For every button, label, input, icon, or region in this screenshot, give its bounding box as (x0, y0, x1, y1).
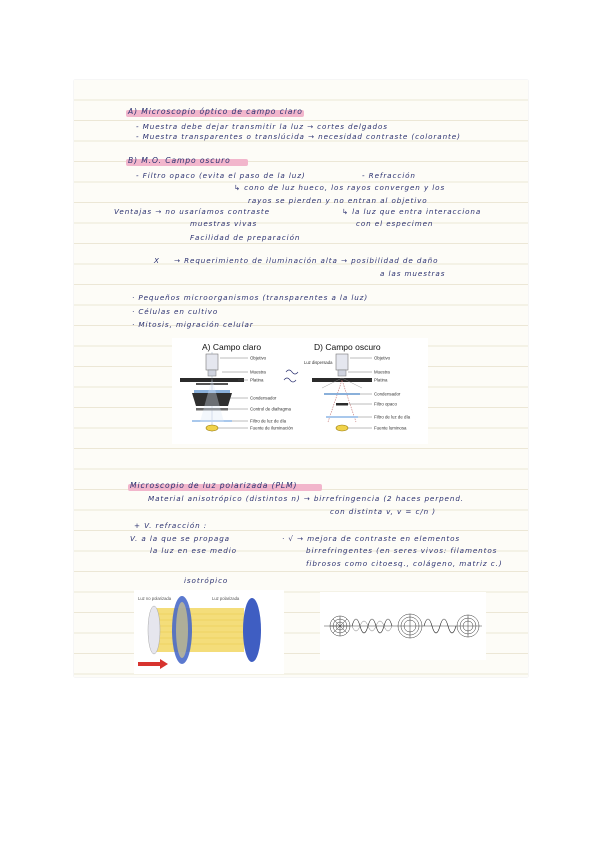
note-line: - Refracción (362, 171, 416, 180)
fig-left-label: Filtro de luz de día (250, 418, 287, 424)
fig-left-label: Condensador (250, 395, 277, 401)
fig-right-label: Filtro opaco (374, 401, 397, 407)
fig-left-label: Control de diafragma (250, 406, 292, 412)
fig-right-label: Fuente luminosa (374, 425, 407, 431)
note-line: ↳ la luz que entra interacciona (342, 207, 482, 216)
note-line: Ventajas → no usaríamos contraste (114, 207, 270, 216)
fig-left-label: Objetivo (250, 355, 267, 361)
bullet-item: · Pequeños microorganismos (transparentes a la luz) (132, 293, 369, 302)
note-line: a las muestras (380, 269, 446, 278)
note-line: Material anisotrópico (distintos n) → birrefringencia (2 haces perpend. (148, 494, 464, 503)
fig-left-label: Muestra (250, 369, 266, 375)
note-line: - Filtro opaco (evita el paso de la luz) (136, 171, 306, 180)
fig-left-title: A) Campo claro (202, 342, 262, 352)
note-line: con el especimen (356, 219, 434, 228)
fig-right-label: Filtro de luz de día (374, 414, 411, 420)
section-c-title: Microscopio de luz polarizada (PLM) (130, 481, 298, 490)
note-line: V. a la que se propaga (130, 534, 230, 543)
note-line: fibrosos como citoesq., colágeno, matriz c.) (306, 559, 503, 568)
note-line: rayos se pierden y no entran al objetivo (248, 196, 428, 205)
section-a-title: A) Microscopio óptico de campo claro (128, 107, 303, 116)
note-line: isotrópico (184, 576, 229, 585)
fig-left-label: Platina (250, 377, 264, 383)
note-line: - Muestra transparentes o translúcida → necesidad contraste (colorante) (136, 132, 461, 141)
note-line: con distinta v, v = c/n ) (330, 507, 436, 516)
fig-right-label: Muestra (374, 369, 390, 375)
note-line: muestras vivas (190, 219, 258, 228)
note-line: la luz en ese medio (150, 546, 237, 555)
notebook-page (74, 80, 528, 677)
note-line: birrefringentes (en seres vivos: filamentos (306, 546, 498, 555)
polarizer-label-right: Luz polarizada (212, 596, 240, 601)
fig-right-title: D) Campo oscuro (314, 342, 381, 352)
fig-right-label: Objetivo (374, 355, 391, 361)
microscope-comparison-figure (172, 338, 428, 444)
fig-dark-beams-label: Luz dispersada (304, 360, 333, 365)
fig-left-label: Fuente de iluminación (250, 425, 293, 431)
bullet-item: · Células en cultivo (132, 307, 219, 316)
note-line: + V. refracción : (134, 521, 208, 530)
section-b-title: B) M.O. Campo oscuro (128, 156, 231, 165)
bullet-item: · Mitosis, migración celular (132, 320, 254, 329)
polarizer-label-left: Luz no polarizada (138, 596, 172, 601)
note-line: · √ → mejora de contraste en elementos (282, 534, 461, 543)
wave-polarization-figure (320, 592, 486, 660)
polarizer-cylinder-figure (134, 590, 284, 674)
note-line: X (154, 256, 160, 265)
fig-right-label: Condensador (374, 391, 401, 397)
note-line: → Requerimiento de iluminación alta → posibilidad de daño (174, 256, 439, 265)
note-line: Facilidad de preparación (190, 233, 301, 242)
note-line: - Muestra debe dejar transmitir la luz → cortes delgados (136, 122, 388, 131)
fig-right-label: Platina (374, 377, 388, 383)
note-line: ↳ cono de luz hueco, los rayos convergen y los (234, 183, 446, 192)
